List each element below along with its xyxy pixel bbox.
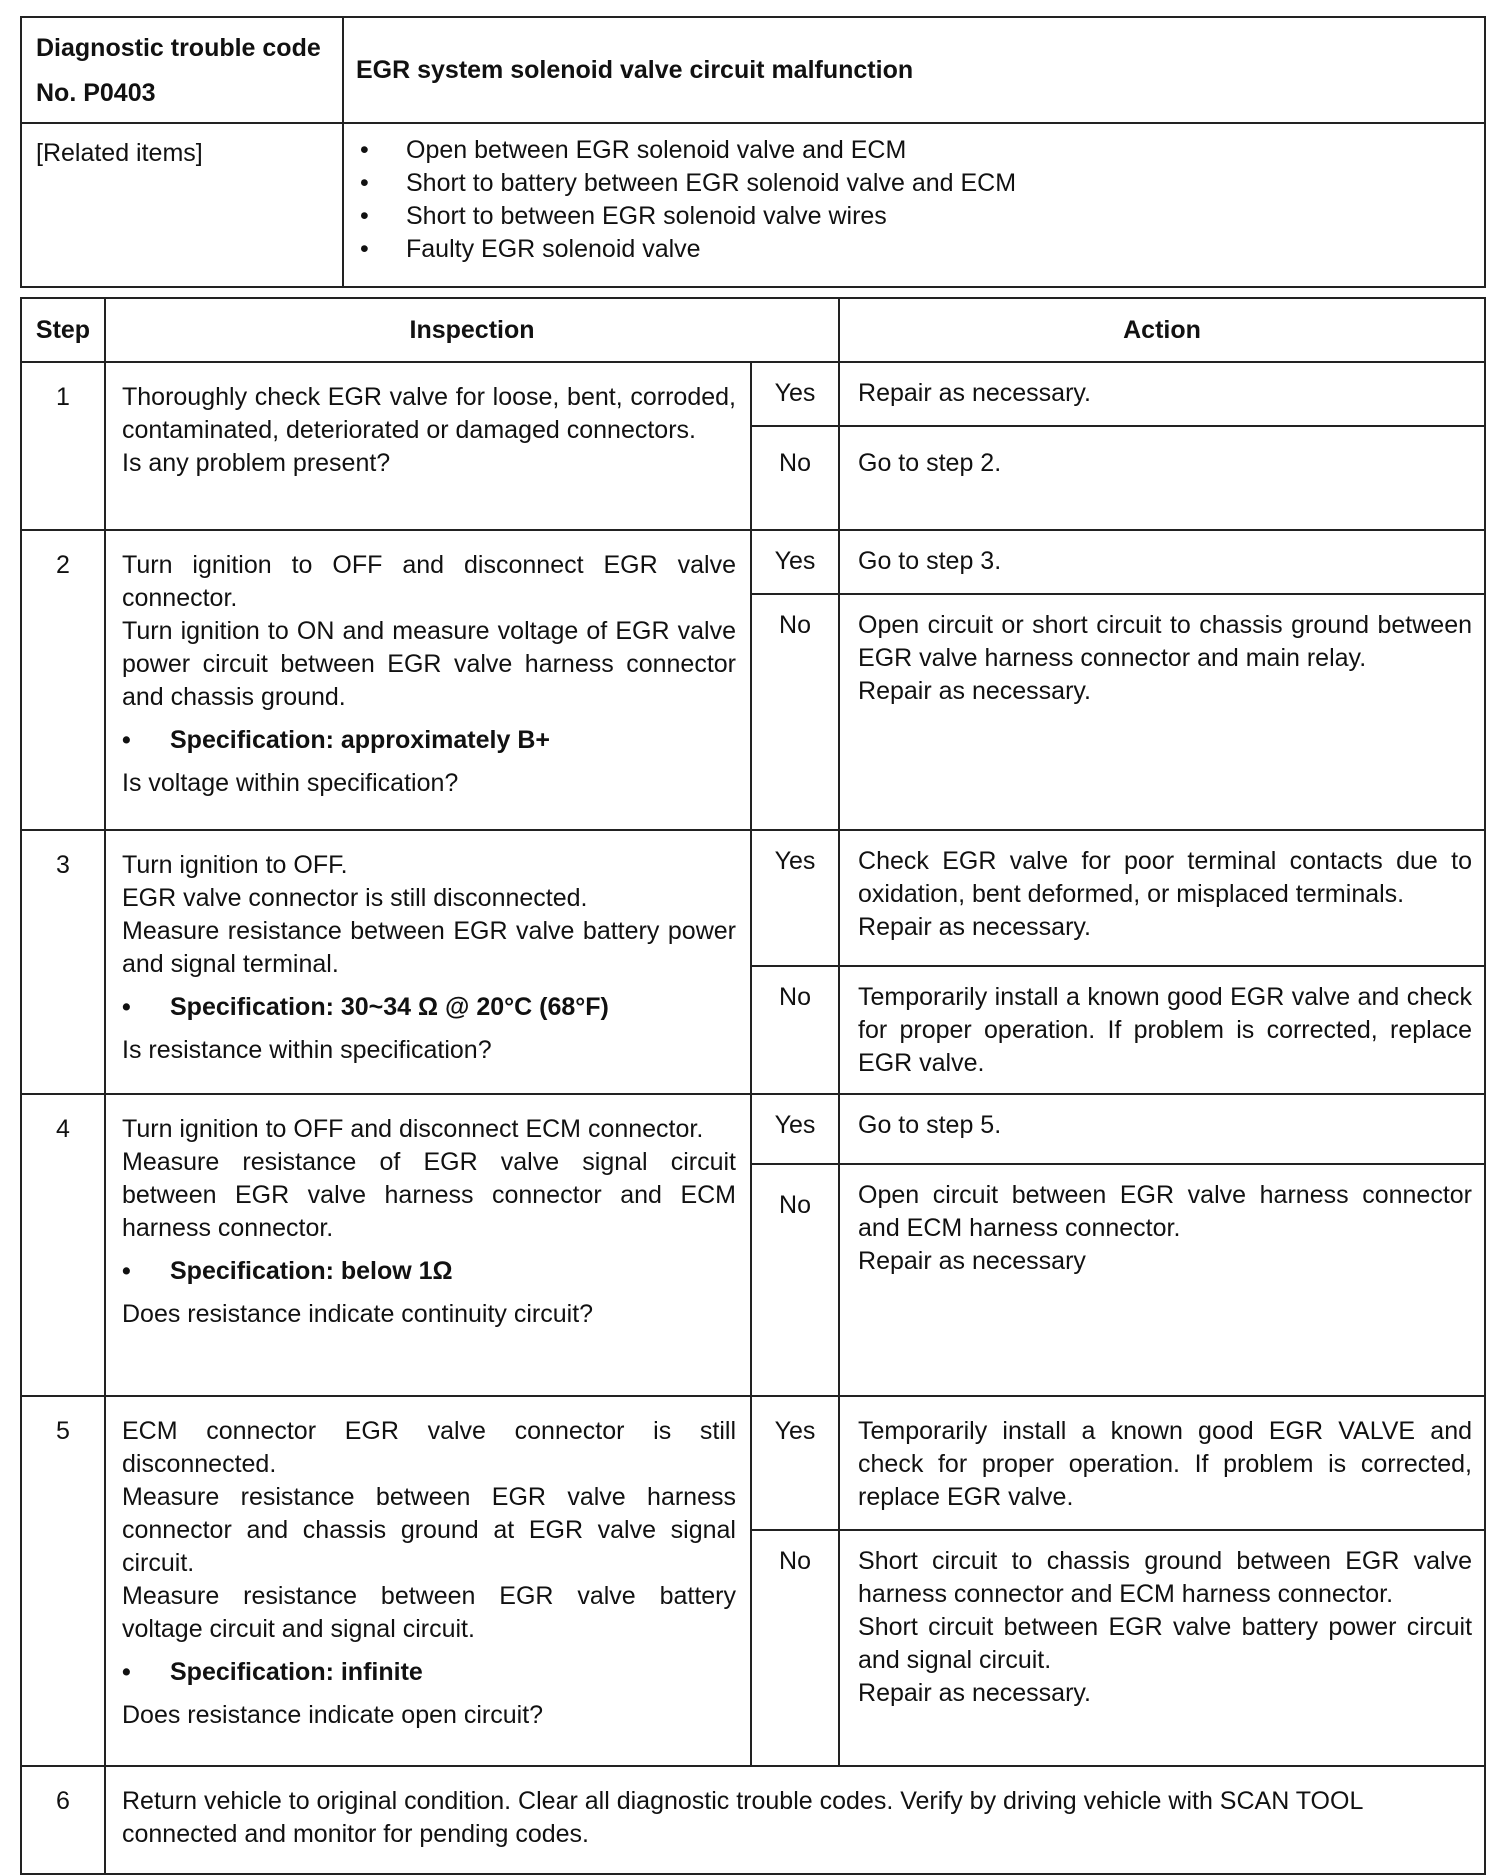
action-text: Open circuit or short circuit to chassis ground between EGR valve harness connector and main relay.	[858, 611, 1473, 672]
inspection-text: Measure resistance between EGR valve battery voltage circuit and signal circuit.	[122, 1582, 736, 1643]
inspection-text: Measure resistance of EGR valve signal circuit between EGR valve harness connector and ECM harness connector.	[122, 1148, 736, 1242]
step-row	[21, 830, 1485, 966]
inspection-text: Turn ignition to ON and measure voltage of EGR valve power circuit between EGR valve harness connector and chassis ground.	[122, 617, 736, 711]
step-number: 3	[21, 830, 105, 1094]
inspection-question: Is voltage within specification?	[122, 769, 459, 797]
related-item: • Faulty EGR solenoid valve	[360, 233, 1472, 266]
dtc-title: EGR system solenoid valve circuit malfunction	[343, 17, 1485, 123]
related-items-cell	[343, 123, 1485, 287]
action-text: Short circuit between EGR valve battery power circuit and signal circuit.	[858, 1613, 1473, 1674]
inspection-question: Does resistance indicate continuity circuit?	[122, 1300, 594, 1328]
action-text: Go to step 5.	[858, 1111, 1002, 1139]
inspection-text: EGR valve connector is still disconnected.	[122, 884, 588, 912]
related-item: • Short to battery between EGR solenoid valve and ECM	[360, 167, 1472, 200]
yes-action	[839, 1094, 1485, 1164]
step-number: 5	[21, 1396, 105, 1766]
specification: • Specification: infinite	[122, 1656, 736, 1689]
inspection-text: Turn ignition to OFF and disconnect EGR valve connector.	[122, 551, 736, 612]
step-number: 4	[21, 1094, 105, 1396]
related-item: • Open between EGR solenoid valve and ECM	[360, 134, 1472, 167]
column-header-step: Step	[21, 298, 105, 362]
dtc-code-cell	[21, 17, 343, 123]
inspection-text: Measure resistance between EGR valve harness connector and chassis ground at EGR valve signal circuit.	[122, 1483, 736, 1577]
action-text: Temporarily install a known good EGR VALVE and check for proper operation. If problem is corrected, replace EGR valve.	[858, 1417, 1473, 1511]
step-inspection	[105, 362, 751, 530]
inspection-text: ECM connector EGR valve connector is still disconnected.	[122, 1417, 736, 1478]
step-row	[21, 1396, 1485, 1530]
step-row	[21, 1094, 1485, 1164]
step-row	[21, 362, 1485, 426]
action-text: Short circuit to chassis ground between EGR valve harness connector and ECM harness connector.	[858, 1547, 1473, 1608]
inspection-question: Does resistance indicate open circuit?	[122, 1701, 544, 1729]
no-action	[839, 1164, 1485, 1396]
no-action	[839, 966, 1485, 1094]
yes-label: Yes	[751, 362, 839, 426]
no-label: No	[751, 1530, 839, 1766]
column-header-action: Action	[839, 298, 1485, 362]
action-text: Open circuit between EGR valve harness connector and ECM harness connector.	[858, 1181, 1473, 1242]
step-inspection	[105, 530, 751, 830]
table-header-row	[21, 298, 1485, 362]
yes-label: Yes	[751, 830, 839, 966]
yes-label: Yes	[751, 1094, 839, 1164]
action-text: Go to step 3.	[858, 547, 1002, 575]
no-action	[839, 1530, 1485, 1766]
action-text: Repair as necessary	[858, 1247, 1086, 1275]
related-items-list	[360, 134, 1472, 266]
no-action	[839, 594, 1485, 830]
dtc-label: Diagnostic trouble code	[36, 34, 321, 62]
action-text: Repair as necessary.	[858, 677, 1091, 705]
no-label: No	[751, 594, 839, 830]
step-row	[21, 530, 1485, 594]
yes-label: Yes	[751, 530, 839, 594]
yes-action	[839, 830, 1485, 966]
step-inspection	[105, 830, 751, 1094]
step-number: 2	[21, 530, 105, 830]
action-text: Repair as necessary.	[858, 379, 1091, 407]
step-number: 1	[21, 362, 105, 530]
related-item: • Short to between EGR solenoid valve wires	[360, 200, 1472, 233]
yes-action	[839, 1396, 1485, 1530]
no-label: No	[751, 966, 839, 1094]
no-action	[839, 426, 1485, 530]
action-text: Check EGR valve for poor terminal contacts due to oxidation, bent deformed, or misplaced terminals.	[858, 847, 1473, 908]
step-inspection	[105, 1094, 751, 1396]
specification: • Specification: approximately B+	[122, 724, 736, 757]
diagnostic-steps-table	[20, 297, 1486, 1875]
related-items-label: [Related items]	[21, 123, 343, 287]
final-step-text: Return vehicle to original condition. Clear all diagnostic trouble codes. Verify by driving vehicle with SCAN TOOL connected and monitor for pending codes.	[105, 1766, 1485, 1874]
no-label: No	[751, 1164, 839, 1396]
dtc-number: No. P0403	[36, 79, 156, 107]
column-header-inspection: Inspection	[105, 298, 839, 362]
dtc-header-table	[20, 16, 1486, 288]
step-number: 6	[21, 1766, 105, 1874]
inspection-text: Turn ignition to OFF and disconnect ECM connector.	[122, 1115, 704, 1143]
inspection-text: Thoroughly check EGR valve for loose, bent, corroded, contaminated, deteriorated or damaged connectors.	[122, 383, 736, 444]
yes-label: Yes	[751, 1396, 839, 1530]
action-text: Go to step 2.	[858, 449, 1002, 477]
no-label: No	[751, 426, 839, 530]
step-inspection	[105, 1396, 751, 1766]
specification: • Specification: 30~34 Ω @ 20°C (68°F)	[122, 991, 736, 1024]
action-text: Temporarily install a known good EGR valve and check for proper operation. If problem is corrected, replace EGR valve.	[858, 983, 1473, 1077]
yes-action	[839, 362, 1485, 426]
action-text: Repair as necessary.	[858, 1679, 1091, 1707]
action-text: Repair as necessary.	[858, 913, 1091, 941]
yes-action	[839, 530, 1485, 594]
specification: • Specification: below 1Ω	[122, 1255, 736, 1288]
inspection-text: Turn ignition to OFF.	[122, 851, 348, 879]
inspection-question: Is any problem present?	[122, 449, 391, 477]
inspection-text: Measure resistance between EGR valve battery power and signal terminal.	[122, 917, 736, 978]
inspection-question: Is resistance within specification?	[122, 1036, 492, 1064]
